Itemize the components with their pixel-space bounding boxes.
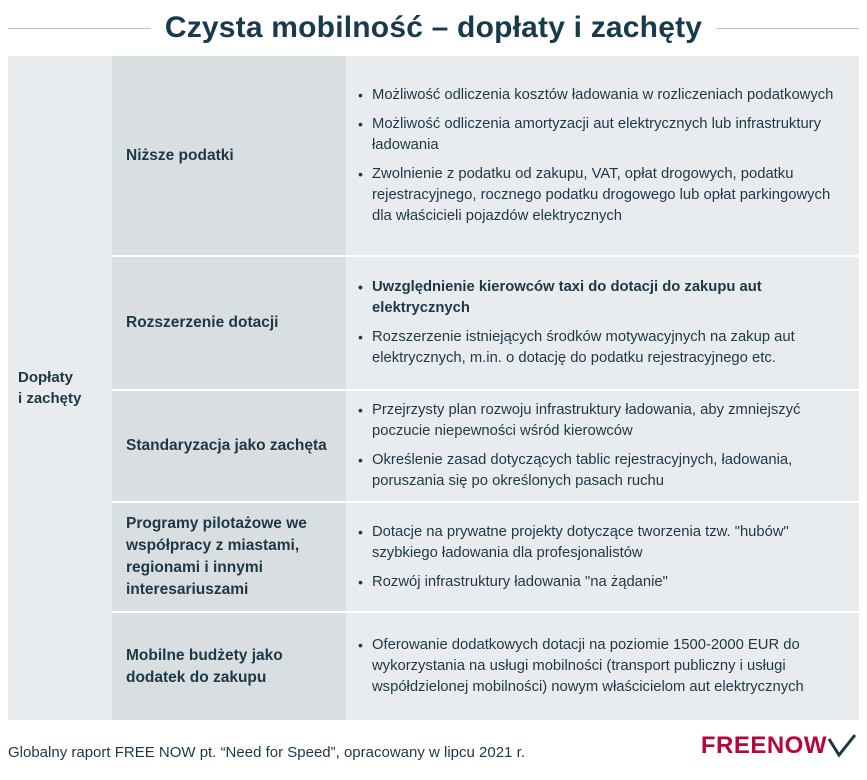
category-cell: Mobilne budżety jako dodatek do zakupu (112, 613, 346, 720)
list-item (358, 85, 849, 106)
group-cell (8, 56, 112, 720)
bullet-icon: • (358, 523, 363, 540)
item-text: Zwolnienie z podatku od zakupu, VAT, opłat drogowych, podatku rejestracyjnego, rocznego podatku drogowego lub opłat parkingowych dla właścicieli pojazdów elektrycznych (372, 165, 831, 224)
bullet-icon: • (358, 402, 363, 418)
category-cell: Rozszerzenie dotacji (112, 257, 346, 389)
category-cell: Standaryzacja jako zachęta (112, 391, 346, 501)
list-item (358, 572, 849, 593)
item-text: Dotacje na prywatne projekty dotyczące tworzenia tzw. "hubów" szybkiego ładowania dla profesjonalistów (372, 523, 789, 561)
bullet-icon: • (358, 86, 363, 103)
bullet-icon: • (358, 329, 363, 345)
list-item (358, 522, 849, 564)
bullet-icon: • (358, 115, 363, 132)
details-cell (346, 257, 859, 389)
list-item (358, 277, 849, 319)
list-item (358, 114, 849, 156)
bullet-icon: • (358, 279, 363, 295)
details-cell (346, 613, 859, 720)
table-row (112, 503, 859, 611)
table-row (112, 613, 859, 720)
incentives-table (8, 56, 859, 720)
details-cell (346, 56, 859, 255)
table-row (112, 257, 859, 389)
table-row (112, 391, 859, 501)
category-cell: Niższe podatki (112, 56, 346, 255)
table-row (112, 56, 859, 255)
freenow-logo (701, 732, 857, 760)
list-item (358, 164, 849, 227)
list-item (358, 635, 849, 698)
item-text: Rozwój infrastruktury ładowania "na żądanie" (372, 573, 668, 590)
item-text: Możliwość odliczenia kosztów ładowania w rozliczeniach podatkowych (372, 86, 834, 103)
bullet-icon: • (358, 637, 363, 653)
item-text: Rozszerzenie istniejących środków motywacyjnych na zakup aut elektrycznych, m.in. o dotację do podatku rejestracyjnego etc. (372, 329, 795, 366)
group-label: Dopłaty i zachęty (18, 369, 82, 407)
bullet-icon: • (358, 452, 363, 468)
bullet-icon: • (358, 165, 363, 182)
details-cell (346, 391, 859, 501)
logo-text: FREENOW (700, 732, 827, 759)
item-text: Określenie zasad dotyczących tablic rejestracyjnych, ładowania, poruszania się po określonych pasach ruchu (372, 452, 793, 489)
item-text: Możliwość odliczenia amortyzacji aut elektrycznych lub infrastruktury ładowania (372, 115, 822, 153)
title-rule-left (8, 28, 151, 29)
category-cell: Programy pilotażowe we współpracy z miastami, regionami i innymi interesariuszami (112, 503, 346, 611)
page-title: Czysta mobilność – dopłaty i zachęty (164, 11, 703, 44)
item-text: Oferowanie dodatkowych dotacji na poziomie 1500-2000 EUR do wykorzystania na usługi mobilności (transport publiczny i usługi współdzielonej mobilności) nowym właścicielom aut elektrycznych (372, 637, 804, 695)
bullet-icon: • (358, 573, 363, 590)
list-item (358, 327, 849, 369)
list-item (358, 400, 849, 442)
item-text: Przejrzysty plan rozwoju infrastruktury ładowania, aby zmniejszyć poczucie niepewności wśród kierowców (372, 402, 801, 439)
logo-chevron-icon (827, 733, 857, 759)
title-rule-right (716, 28, 859, 29)
source-footnote: Globalny raport FREE NOW pt. “Need for Speed”, opracowany w lipcu 2021 r. (8, 744, 525, 761)
item-text: Uwzględnienie kierowców taxi do dotacji do zakupu aut elektrycznych (372, 279, 762, 316)
title-row (0, 0, 867, 56)
details-cell (346, 503, 859, 611)
list-item (358, 450, 849, 492)
